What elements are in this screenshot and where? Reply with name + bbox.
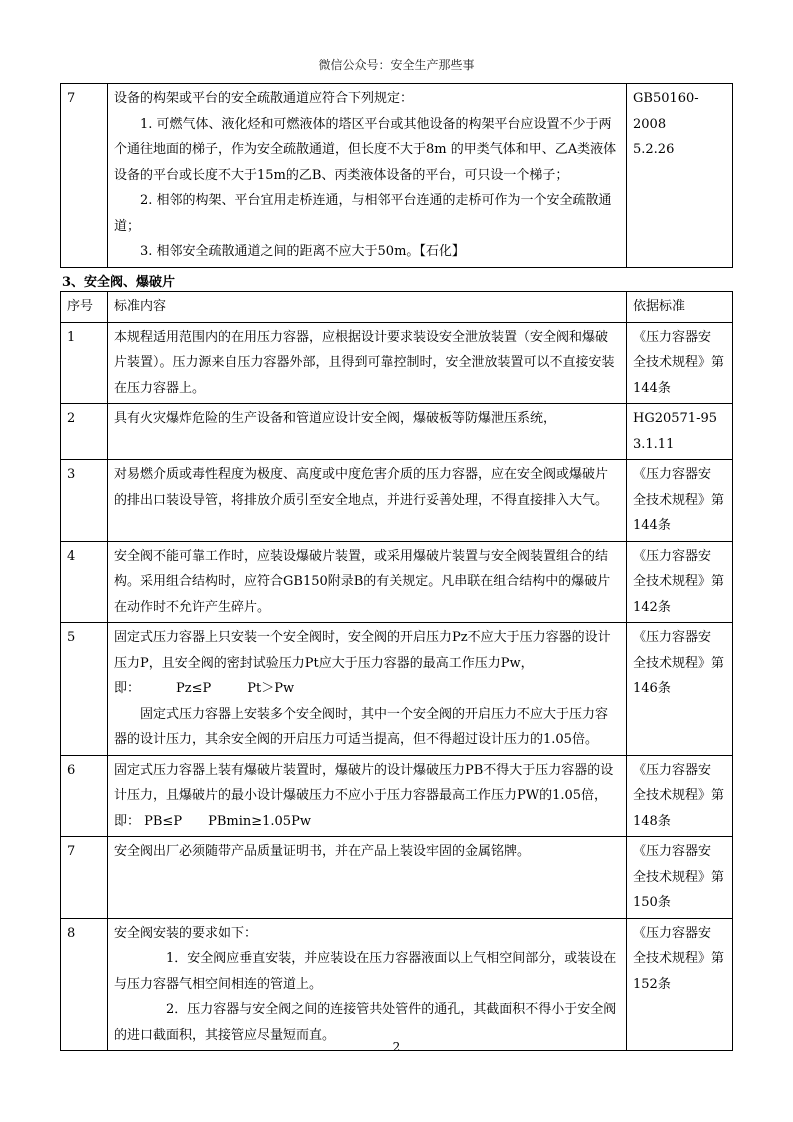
- content-line: 具有火灾爆炸危险的生产设备和管道应设计安全阀，爆破板等防爆泄压系统，: [114, 411, 557, 426]
- reference-line: 《压力容器安: [633, 329, 712, 345]
- header-content: 标准内容: [108, 292, 627, 323]
- table-row: [61, 460, 733, 542]
- row-reference: [627, 755, 733, 837]
- table-row: [61, 541, 733, 623]
- section-title: 3、安全阀、爆破片: [62, 275, 176, 290]
- content-line: 3. 相邻安全疏散通道之间的距离不应大于50m。【石化】: [140, 244, 465, 259]
- reference-line: 152条: [633, 976, 671, 992]
- reference-line: 《压力容器安: [633, 630, 712, 645]
- row-content: [108, 541, 627, 623]
- content-line: 对易燃介质或毒性程度为极度、高度或中度危害介质的压力容器，应在安全阀或爆破片的排出口装设导管，将排放介质引至安全地点，并进行妥善处理，不得直接排入大气。: [114, 467, 609, 508]
- row-reference: [627, 918, 733, 1051]
- reference-line: 148条: [633, 813, 671, 829]
- valve-table: [60, 291, 733, 1051]
- row-reference: [627, 541, 733, 623]
- reference-line: 全技术规程》第: [633, 655, 725, 671]
- reference-line: 全技术规程》第: [633, 869, 725, 885]
- row-reference: [627, 322, 733, 404]
- row-content: [108, 918, 627, 1051]
- row-content: [108, 837, 627, 919]
- page-header: 微信公众号：安全生产那些事: [318, 58, 475, 72]
- formula-a: Pz≤P: [176, 681, 212, 696]
- row-number: 6: [61, 755, 108, 837]
- row-number: 3: [61, 460, 108, 542]
- row-content: [108, 755, 627, 837]
- reference-line: 《压力容器安: [633, 548, 712, 564]
- row-number: 2: [61, 404, 108, 460]
- content-line: 2. 相邻的构架、平台宜用走桥连通，与相邻平台连通的走桥可作为一个安全疏散通道；: [114, 193, 612, 234]
- row-content: [108, 460, 627, 542]
- table-row: [61, 404, 733, 460]
- reference-line: 5.2.26: [633, 142, 675, 157]
- header-ref: 依据标准: [627, 292, 733, 323]
- reference-line: 142条: [633, 599, 671, 615]
- reference-line: 全技术规程》第: [633, 492, 725, 508]
- table-header-row: [61, 292, 733, 323]
- row-reference: [627, 837, 733, 919]
- reference-line: 全技术规程》第: [633, 951, 725, 966]
- row-reference: [627, 460, 733, 542]
- table-row: [61, 755, 733, 837]
- content-line: 1．安全阀应垂直安装，并应装设在压力容器液面以上气相空间部分，或装设在与压力容器气相空间相连的管道上。: [114, 951, 617, 992]
- row-number: 1: [61, 322, 108, 404]
- reference-line: 144条: [633, 380, 671, 396]
- reference-line: HG20571-95: [633, 411, 718, 426]
- table-row: [61, 623, 733, 756]
- row-number: 4: [61, 541, 108, 623]
- reference-line: 全技术规程》第: [633, 355, 725, 370]
- page-number: 2: [392, 1040, 401, 1054]
- reference-line: 《压力容器安: [633, 467, 712, 482]
- row-content: [108, 84, 627, 268]
- row-number: 8: [61, 918, 108, 1051]
- content-line: 设备的构架或平台的安全疏散通道应符合下列规定：: [114, 91, 414, 106]
- row-reference: [627, 84, 733, 268]
- formula-lead: 即：: [114, 681, 141, 696]
- content-line: 安全阀不能可靠工作时，应装设爆破片装置，或采用爆破片装置与安全阀装置组合的结构。采用组合结构时，应符合GB150附录B的有关规定。凡串联在组合结构中的爆破片在动作时不允许产生碎片。: [114, 548, 611, 615]
- row-content: [108, 404, 627, 460]
- table-row: [61, 322, 733, 404]
- content-line: 2．压力容器与安全阀之间的连接管共处管件的通孔，其截面积不得小于安全阀的进口截面积，其接管应尽量短而直。: [114, 1002, 617, 1043]
- table-row: [61, 84, 733, 268]
- formula-b: Pt＞Pw: [247, 681, 295, 696]
- content-line: 固定式压力容器上安装多个安全阀时，其中一个安全阀的开启压力不应大于压力容器的设计压力，其余安全阀的开启压力可适当提高，但不得超过设计压力的1.05倍。: [114, 706, 609, 747]
- content-line: 安全阀出厂必须随带产品质量证明书，并在产品上装设牢固的金属铭牌。: [114, 844, 531, 859]
- reference-line: 《压力容器安: [633, 925, 712, 941]
- table-row: [61, 837, 733, 919]
- row-reference: [627, 404, 733, 460]
- header-num: 序号: [61, 292, 108, 323]
- row-content: [108, 322, 627, 404]
- content-line: 固定式压力容器上只安装一个安全阀时，安全阀的开启压力Pz不应大于压力容器的设计压力P，且安全阀的密封试验压力Pt应大于压力容器的最高工作压力Pw，: [114, 630, 611, 671]
- content-line: 1. 可燃气体、液化烃和可燃液体的塔区平台或其他设备的构架平台应设置不少于两个通往地面的梯子，作为安全疏散通道，但长度不大于8m 的甲类气体和甲、乙A类液体设备的平台或长度不大于15m的乙B、丙类液体设备的平台，可只设一个梯子；: [114, 116, 617, 183]
- reference-line: 《压力容器安: [633, 762, 712, 778]
- row-reference: [627, 623, 733, 756]
- table-row: [61, 918, 733, 1051]
- reference-line: GB50160-2008: [633, 91, 699, 132]
- reference-line: 150条: [633, 895, 671, 910]
- reference-line: 146条: [633, 681, 671, 696]
- content-line: 本规程适用范围内的在用压力容器，应根据设计要求装设安全泄放装置（安全阀和爆破片装置）。压力源来自压力容器外部，且得到可靠控制时，安全泄放装置可以不直接安装在压力容器上。: [114, 329, 615, 396]
- reference-line: 《压力容器安: [633, 844, 712, 859]
- row-number: 7: [61, 837, 108, 919]
- content-line: 固定式压力容器上装有爆破片装置时，爆破片的设计爆破压力PB不得大于压力容器的设计压力，且爆破片的最小设计爆破压力不应小于压力容器最高工作压力PW的1.05倍，即： PB≤P PBmin≥1.05Pw: [114, 762, 614, 829]
- formula-line: [114, 676, 620, 702]
- content-line: 安全阀安装的要求如下：: [114, 925, 258, 941]
- reference-line: 144条: [633, 518, 671, 533]
- top-table: [60, 83, 733, 268]
- row-content: [108, 623, 627, 756]
- row-number: 5: [61, 623, 108, 756]
- reference-line: 全技术规程》第: [633, 788, 725, 803]
- reference-line: 全技术规程》第: [633, 574, 725, 589]
- reference-line: 3.1.11: [633, 436, 675, 452]
- row-number: 7: [61, 84, 108, 268]
